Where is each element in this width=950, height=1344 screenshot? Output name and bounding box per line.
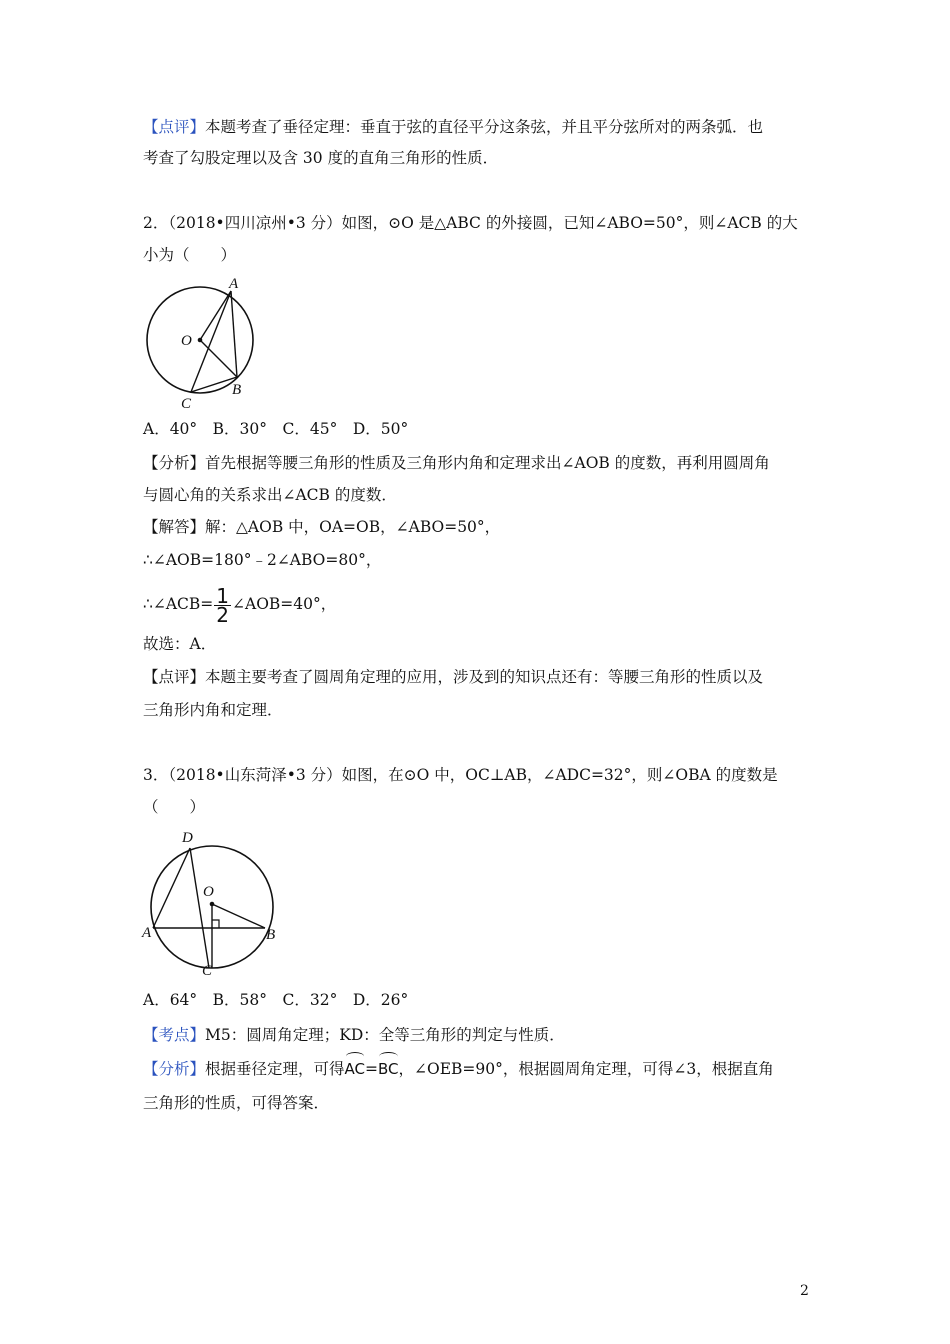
- arc-bc: BC: [378, 1060, 399, 1078]
- q3-label-d: D: [182, 830, 193, 846]
- page-number: 2: [800, 1283, 809, 1299]
- q3-segment-dc: [190, 848, 209, 968]
- q3-analysis-line-1: [143, 1058, 774, 1080]
- q2-label-a: A: [229, 276, 239, 292]
- arc-ac: AC: [344, 1060, 366, 1078]
- q2-answer-line-2: ∴∠AOB=180°﹣2∠ABO=80°，: [143, 551, 382, 569]
- q2-center-point: [198, 338, 203, 343]
- q2-figure: [140, 272, 270, 412]
- answer-tag: 【解答】: [143, 518, 206, 536]
- q2-answer-3-pre: ∴∠ACB=: [143, 595, 214, 613]
- q3-kaodian-text: M5：圆周角定理；KD：全等三角形的判定与性质．: [205, 1026, 565, 1044]
- right-angle-mark: [212, 920, 219, 928]
- q2-answer-text-1: 解：△AOB 中，OA=OB，∠ABO=50°，: [205, 518, 501, 536]
- q2-segment-ab: [231, 291, 237, 377]
- fraction-numerator: 1: [216, 583, 230, 608]
- analysis-tag: 【分析】: [143, 1060, 206, 1078]
- q3-stem-line-1: 3．（2018•山东菏泽•3 分）如图，在⊙O 中，OC⊥AB，∠ADC=32°，则∠OBA 的度数是: [143, 766, 778, 784]
- q2-choose: 故选：A．: [143, 635, 217, 653]
- q2-comment-text-1: 本题主要考查了圆周角定理的应用，涉及到的知识点还有：等腰三角形的性质以及: [205, 668, 764, 686]
- one-half-fraction: [214, 583, 231, 627]
- q1-comment-text-1: 本题考查了垂径定理：垂直于弦的直径平分这条弦，并且平分弦所对的两条弧．也: [205, 118, 764, 136]
- q3-segment-ob: [212, 904, 265, 928]
- q2-segment-ob: [200, 340, 237, 377]
- comment-tag: 【点评】: [143, 668, 206, 686]
- q2-analysis-line-1: [143, 452, 770, 474]
- kaodian-tag: 【考点】: [143, 1026, 206, 1044]
- arc-equals: =: [365, 1060, 379, 1078]
- q3-label-c: C: [202, 963, 213, 979]
- q3-analysis-pre: 根据垂径定理，可得: [205, 1060, 345, 1078]
- q2-stem-line-2: 小为（ ）: [143, 246, 237, 264]
- q3-label-o: O: [203, 884, 214, 900]
- q3-options: A．64° B．58° C．32° D．26°: [143, 991, 409, 1009]
- q2-answer-line-1: [143, 516, 500, 538]
- q3-label-b: B: [266, 927, 276, 943]
- q3-label-a: A: [142, 925, 152, 941]
- q2-comment-line-1: [143, 666, 763, 688]
- q3-analysis-post: ，∠OEB=90°，根据圆周角定理，可得∠3，根据直角: [398, 1060, 774, 1078]
- q2-label-c: C: [181, 396, 192, 412]
- q3-segment-ad: [153, 848, 190, 928]
- q2-answer-line-3: [143, 583, 337, 627]
- q3-center-point: [210, 902, 215, 907]
- analysis-tag: 【分析】: [143, 454, 206, 472]
- q3-analysis-line-2: 三角形的性质，可得答案．: [143, 1094, 330, 1112]
- q2-stem-line-1: 2．（2018•四川凉州•3 分）如图，⊙O 是△ABC 的外接圆，已知∠ABO=50°，则∠ACB 的大: [143, 214, 798, 232]
- q2-comment-line-2: 三角形内角和定理．: [143, 701, 283, 719]
- comment-tag: 【点评】: [143, 118, 206, 136]
- q2-options: A．40° B．30° C．45° D．50°: [143, 420, 409, 438]
- q2-answer-3-post: ∠AOB=40°，: [232, 595, 337, 613]
- q3-figure: [140, 822, 285, 982]
- q3-stem-line-2: （ ）: [143, 798, 206, 816]
- q2-segment-ac: [191, 291, 231, 392]
- fraction-denominator: 2: [216, 602, 230, 627]
- q1-comment-line-1: [143, 116, 763, 138]
- q2-label-o: O: [181, 333, 192, 349]
- q2-analysis-text-1: 首先根据等腰三角形的性质及三角形内角和定理求出∠AOB 的度数，再利用圆周角: [205, 454, 770, 472]
- q2-segment-oa: [200, 291, 231, 340]
- q2-analysis-line-2: 与圆心角的关系求出∠ACB 的度数．: [143, 486, 397, 504]
- q2-label-b: B: [232, 382, 242, 398]
- q3-kaodian-line: [143, 1024, 565, 1046]
- q1-comment-line-2: 考查了勾股定理以及含 30 度的直角三角形的性质．: [143, 149, 499, 167]
